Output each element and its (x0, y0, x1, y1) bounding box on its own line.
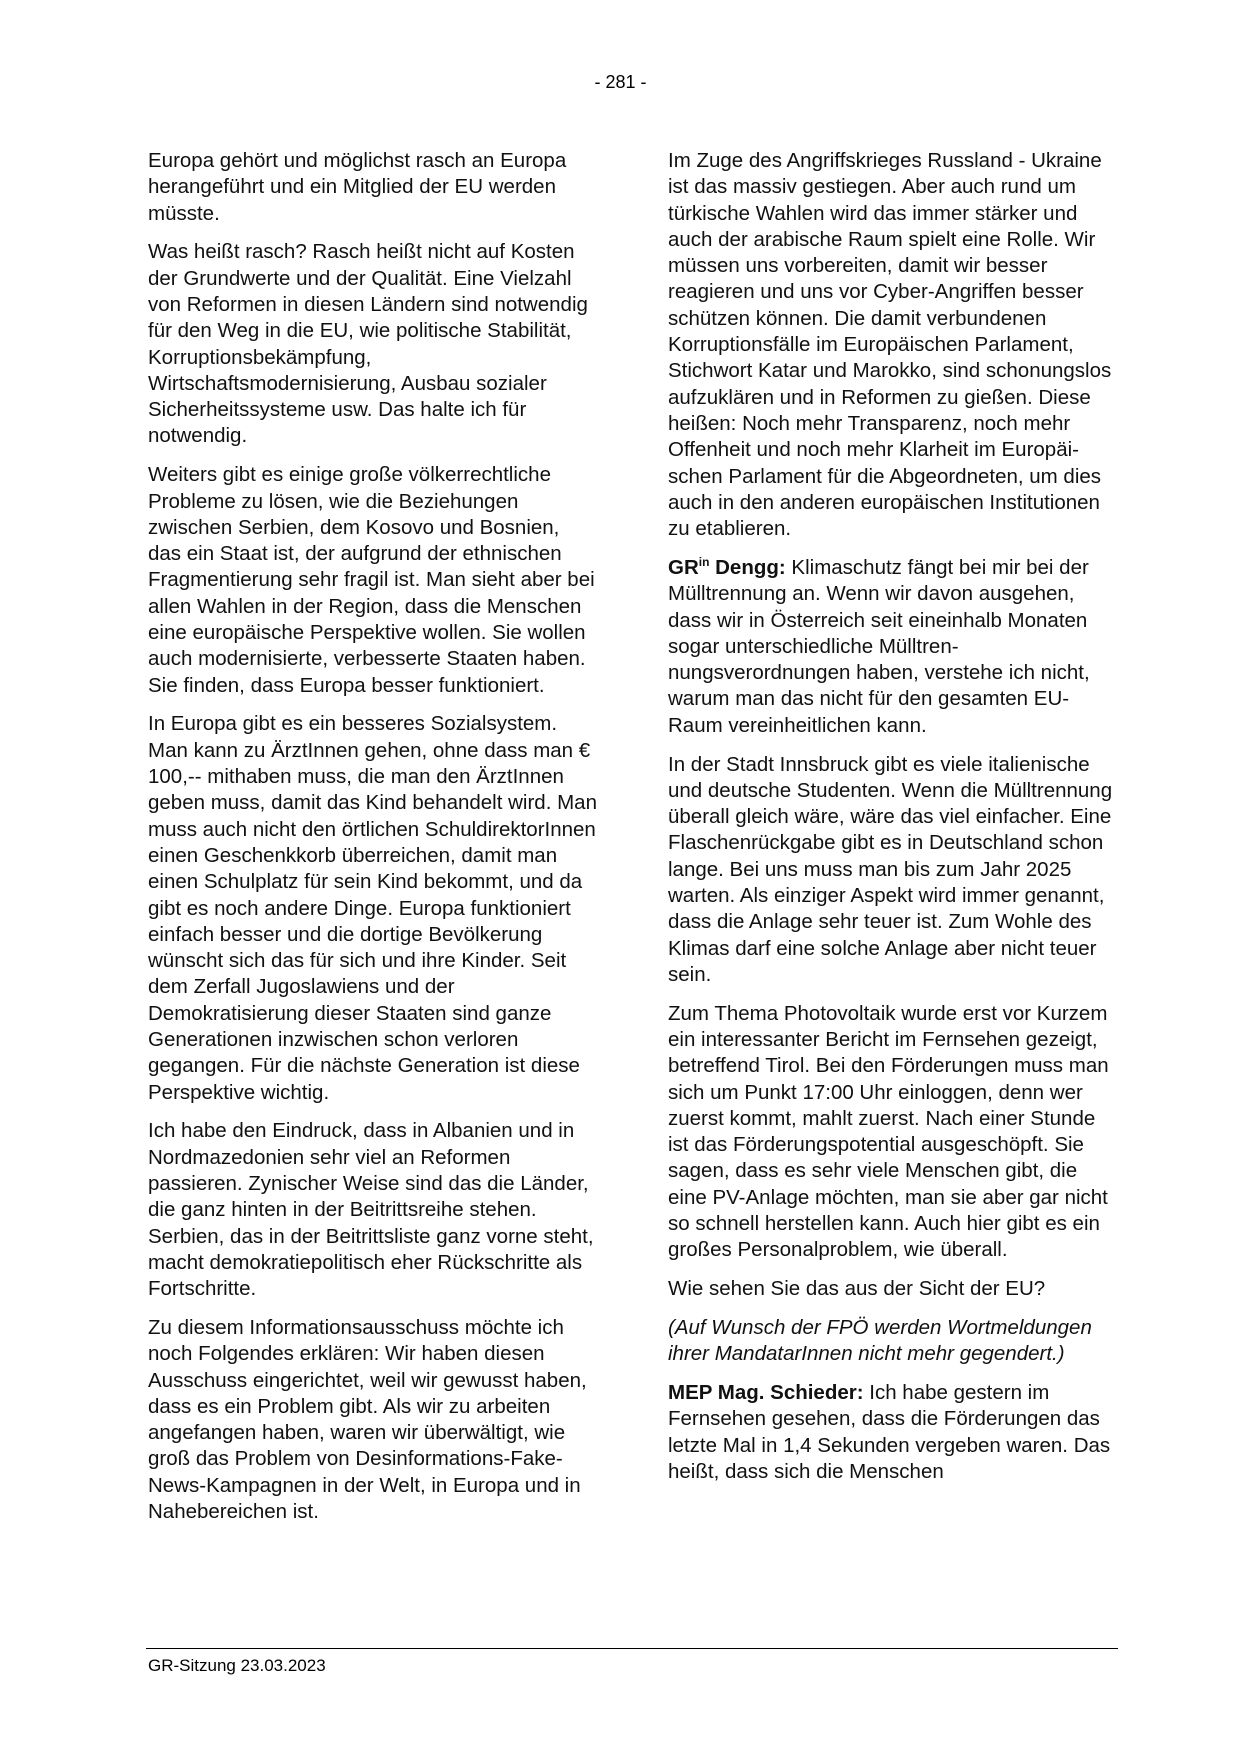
paragraph: Im Zuge des Angriffskrieges Russland - Ukraine ist das massiv gestiegen. Aber auch rund um türkische Wahlen wird das immer stärker und auch der arabische Raum spielt eine Rolle. Wir müssen uns vorbereiten, damit wir besser reagieren und uns vor Cyber-Angriffen besser schützen können. Die damit verbundenen Korruptionsfälle im Europäischen Parlament, Stichwort Katar und Marokko, sind schonungslos aufzuklären und in Reformen zu gießen. Diese heißen: Noch mehr Transparenz, noch mehr Offenheit und noch mehr Klarheit im Europäischen Parlament für die Abgeordneten, um dies auch in den anderen europäischen Institutionen zu etablieren. (668, 149, 1112, 541)
speech-paragraph (668, 555, 1118, 739)
right-column (668, 148, 1118, 1498)
paragraph: Was heißt rasch? Rasch heißt nicht auf Kosten der Grundwerte und der Qualität. Eine Vielzahl von Reformen in diesen Ländern sind notwendig für den Weg in die EU, wie politische Stabilität, Korruptionsbekämpfung, Wirtschaftsmodernisierung, Ausbau sozialer Sicherheitssysteme usw. Das halte ich für notwendig. (148, 240, 588, 448)
paragraph: Weiters gibt es einige große völkerrechtliche Probleme zu lösen, wie die Beziehungen zwischen Serbien, dem Kosovo und Bosnien, das ein Staat ist, der aufgrund der ethnischen Fragmentierung sehr fragil ist. Man sieht aber bei allen Wahlen in der Region, dass die Menschen eine europäische Perspektive wollen. Sie wollen auch modernisierte, verbesserte Staaten haben. Sie finden, dass Europa besser funktioniert. (148, 463, 595, 697)
speaker-title: GR (668, 555, 699, 579)
speech-paragraph (668, 1380, 1118, 1485)
speaker-label (668, 556, 786, 579)
page-number: - 281 - (594, 72, 647, 92)
footer-divider (146, 1648, 1118, 1649)
paragraph: In Europa gibt es ein besseres Sozialsystem. Man kann zu ÄrztInnen gehen, ohne dass man € 100,-- mithaben muss, die man den ÄrztInnen geben muss, damit das Kind behandelt wird. Man muss auch nicht den örtlichen SchuldirektorInnen einen Geschenkkorb überreichen, damit man einen Schulplatz für sein Kind bekommt, und da gibt es noch andere Dinge. Europa funktioniert einfach besser und die dortige Bevölkerung wünscht sich das für sich und ihre Kinder. Seit dem Zerfall Jugoslawiens und der Demokratisierung dieser Staaten sind ganze Generationen inzwischen schon verloren gegangen. Für die nächste Generation ist diese Perspektive wichtig. (148, 712, 597, 1104)
paragraph: Europa gehört und möglichst rasch an Europa herangeführt und ein Mitglied der EU werden müsste. (148, 149, 567, 225)
paragraph: In der Stadt Innsbruck gibt es viele italienische und deutsche Studenten. Wenn die Mülltrennung überall gleich wäre, wäre das viel einfacher. Eine Flaschenrückgabe gibt es in Deutschland schon lange. Bei uns muss man bis zum Jahr 2025 warten. Als einziger Aspekt wird immer genannt, dass die Anlage sehr teuer ist. Zum Wohle des Klimas darf eine solche Anlage aber nicht teuer sein. (668, 752, 1113, 986)
paragraph: Wie sehen Sie das aus der Sicht der EU? (668, 1277, 1046, 1301)
speaker-name: Dengg: (709, 555, 786, 579)
footer-session-date: GR-Sitzung 23.03.2023 (148, 1656, 326, 1675)
speaker-title-superscript: in (698, 555, 710, 570)
speech-text: Klimaschutz fängt bei mir bei der Mülltrennung an. Wenn wir davon ausgehen, dass wir in Österreich seit eineinhalb Monaten sogar unterschiedliche Mülltrennungsverordnungen haben, verstehe ich nicht, warum man das nicht für den gesamten EU-Raum vereinheitlichen kann. (668, 555, 1090, 737)
editorial-note: (Auf Wunsch der FPÖ werden Wortmeldungen ihrer MandatarInnen nicht mehr gegendert.) (668, 1315, 1092, 1366)
speech-text: Ich habe gestern im Fernsehen gesehen, dass die Förderungen das letzte Mal in 1,4 Sekunden vergeben waren. Das heißt, dass sich die Menschen (668, 1381, 1111, 1483)
paragraph: Zu diesem Informationsausschuss möchte ich noch Folgendes erklären: Wir haben diesen Ausschuss eingerichtet, weil wir gewusst haben, dass es ein Problem gibt. Als wir zu arbeiten angefangen haben, waren wir überwältigt, wie groß das Problem von Desinformations-Fake-News-Kampagnen in der Welt, in Europa und in Nahebereichen ist. (148, 1315, 587, 1524)
speaker-label: MEP Mag. Schieder: (668, 1381, 864, 1405)
paragraph: Zum Thema Photovoltaik wurde erst vor Kurzem ein interessanter Bericht im Fernsehen gezeigt, betreffend Tirol. Bei den Förderungen muss man sich um Punkt 17:00 Uhr einloggen, denn wer zuerst kommt, mahlt zuerst. Nach einer Stunde ist das Förderungspotential ausgeschöpft. Sie sagen, dass es sehr viele Menschen gibt, die eine PV-Anlage möchten, man sie aber gar nicht so schnell herstellen kann. Auch hier gibt es ein großes Personalproblem, wie überall. (668, 1001, 1109, 1262)
left-column (148, 148, 598, 1538)
paragraph: Ich habe den Eindruck, dass in Albanien und in Nordmazedonien sehr viel an Reformen passieren. Zynischer Weise sind das die Länder, die ganz hinten in der Beitrittsreihe stehen. Serbien, das in der Beitrittsliste ganz vorne steht, macht demokratiepolitisch eher Rückschritte als Fortschritte. (148, 1119, 594, 1301)
